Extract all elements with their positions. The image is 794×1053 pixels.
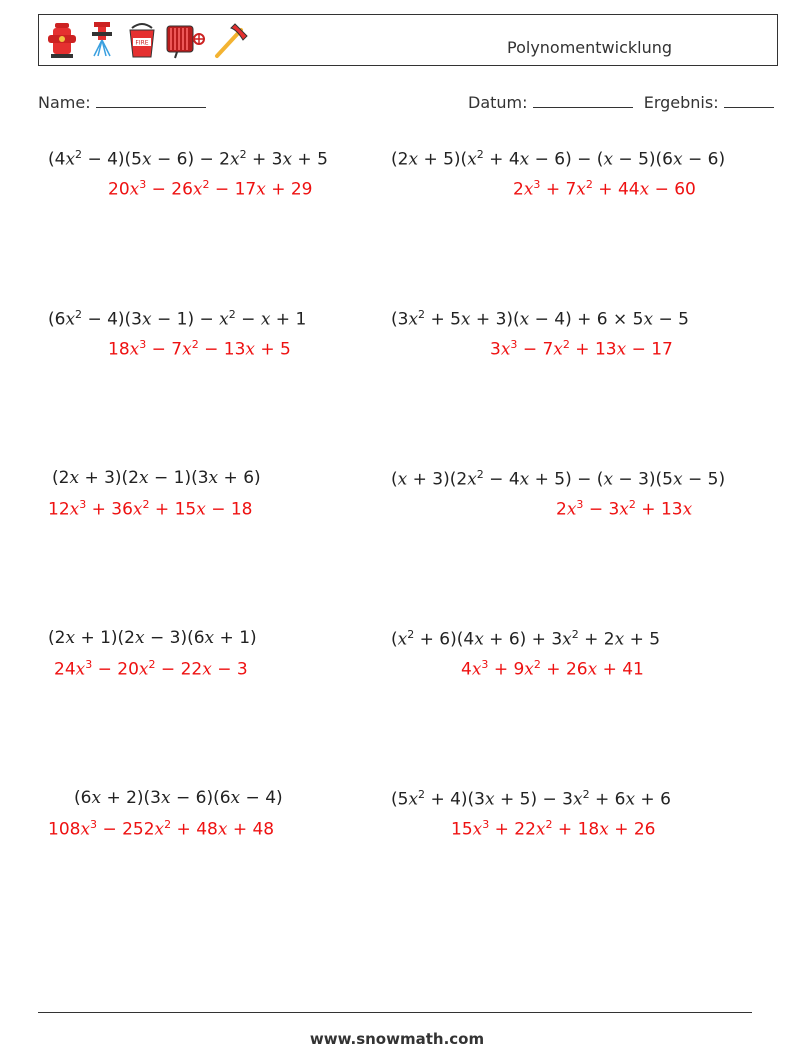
problem-question: $(5x^2 + 4)(3x + 5) - 3x^2 + 6x + 6$ — [391, 788, 671, 810]
problem-question: $(2x + 5)(x^2 + 4x - 6) - (x - 5)(6x - 6)$ — [391, 148, 726, 170]
problem-answer: $2x^3 + 7x^2 + 44x - 60$ — [513, 178, 696, 200]
problem-question: $(x + 3)(2x^2 - 4x + 5) - (x - 3)(5x - 5)$ — [391, 468, 726, 490]
fire-axe-icon — [211, 20, 251, 60]
problem-question: (2x + 1)(2x − 3)(6x + 1) — [48, 628, 257, 648]
name-field — [38, 93, 206, 112]
hose-reel-icon — [165, 20, 205, 60]
problem-answer: $108x^3 - 252x^2 + 48x + 48$ — [48, 818, 275, 840]
sprinkler-icon — [85, 20, 119, 60]
problem-answer: $20x^3 - 26x^2 - 17x + 29$ — [108, 178, 313, 200]
problem-answer: $3x^3 - 7x^2 + 13x - 17$ — [490, 338, 673, 360]
footer-url: www.snowmath.com — [309, 1030, 485, 1048]
svg-text:FIRE: FIRE — [135, 39, 149, 47]
problem-question: (2x + 3)(2x − 1)(3x + 6) — [52, 468, 261, 488]
problem-answer: $18x^3 - 7x^2 - 13x + 5$ — [108, 338, 291, 360]
worksheet-header — [38, 14, 778, 66]
problem-answer: $12x^3 + 36x^2 + 15x - 18$ — [48, 498, 253, 520]
date-label: Datum: — [468, 93, 528, 112]
problem-question: $(4x^2 - 4)(5x - 6) - 2x^2 + 3x + 5$ — [48, 148, 328, 170]
date-blank[interactable] — [533, 93, 633, 108]
problem-question: $(6x^2 - 4)(3x - 1) - x^2 - x + 1$ — [48, 308, 307, 330]
footer-divider — [38, 1012, 752, 1013]
problem-question: $(x^2 + 6)(4x + 6) + 3x^2 + 2x + 5$ — [391, 628, 661, 650]
fire-hydrant-icon — [45, 20, 79, 60]
problem-question: (6x + 2)(3x − 6)(6x − 4) — [74, 788, 283, 808]
page-title: Polynomentwicklung — [507, 38, 673, 57]
name-label: Name: — [38, 93, 91, 112]
icon-strip — [45, 20, 251, 60]
fire-bucket-icon — [125, 20, 159, 60]
problem-question: $(3x^2 + 5x + 3)(x - 4) + 6 \times 5x - 5$ — [391, 308, 689, 330]
problem-answer: $24x^3 - 20x^2 - 22x - 3$ — [54, 658, 248, 680]
date-result-fields — [468, 93, 774, 112]
name-blank[interactable] — [96, 93, 206, 108]
problem-answer: $2x^3 - 3x^2 + 13x$ — [556, 498, 693, 520]
result-blank[interactable] — [724, 93, 774, 108]
result-label: Ergebnis: — [643, 93, 719, 112]
problem-answer: $15x^3 + 22x^2 + 18x + 26$ — [451, 818, 656, 840]
problem-answer: $4x^3 + 9x^2 + 26x + 41$ — [461, 658, 644, 680]
